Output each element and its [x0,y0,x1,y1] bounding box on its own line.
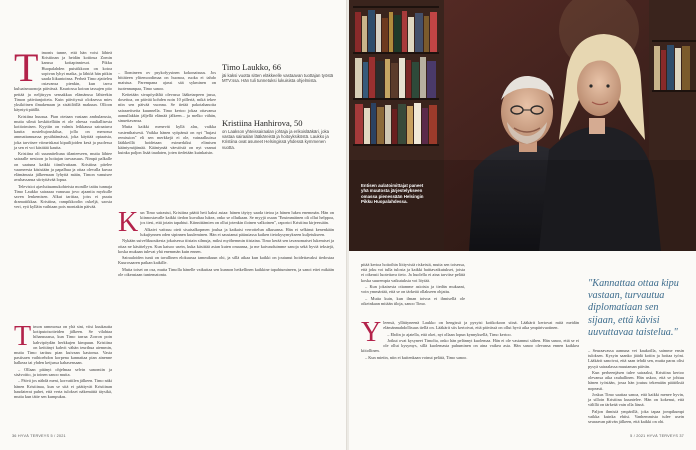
paragraph: un Timo sairastui, Kristiina päätti heti kaksi asiaa: hänen täytyy saada tietoa ja hänen lukea enemmän. Hän on kiinnostavalle kaikki tiedon kuvaltaa lukea, onko se ollutkaan. Se myyjä osaan "Ensimmäinen oli ollut helppoa, jos tiesi, että jotain tapahtui. Kiinnittämien on ollut jotenkin iloinen valkoinen", raportoi Kristiina kirjeessään. [140,210,334,226]
kristiina-profile-box [222,118,334,150]
couple-photo [349,0,696,251]
paragraph: Jotkut ovat kysyneet Timolta, onko hän pelännyt kuolemaa. Hän ei ole vastannut siihen. Hän sanoo, että se ei ole ollut kysymys, sillä kuolemasta puhuminen on aina vaikea asia. Hän sanoo olevansa ennen kaikkea kiitollinen. [361,337,579,354]
paragraph: – Kun mietin, niin ei kuitenkaan voinut pelätä, Timo sanoo. [365,354,468,360]
right-column-1 [361,262,465,307]
paragraph: – Ilomineen ov psykofyysinen kokonaisuus. Jos bittäteen ylitemoodimaa on huonoa, ruoka ei tahdo maistua. Parempana ajassi sää sykminen on tuotennanpaa, Timo sanoo. [118,70,216,91]
left-column-2b [118,207,334,278]
dropcap: T [14,321,32,352]
paragraph: – Mutta kuin, kun ilman toivoa et ihmisellä ole oikeinkaan mitään tiloja, sanoo Timo. [361,295,465,306]
right-page [349,0,696,450]
photo-caption: Entisen aulatoimittajat paneet yhä muutosta järjestelykseen omassa pienessään Helsingin Pikku Huopalahdessa. [361,183,424,204]
paragraph: Kun perheenjäsen tulee sairaaksi, Kristiina kertoo olevansa aika rauhallinen. Hän uskoo, että se johtuu hänen työstään, jossa hän joutuu tekemään päätöksiä nopeasti. [588,370,684,391]
paragraph: Paljon ihmisiä ympärillä, joka tapaa jompikumpi vaikka kuinka ehtisi. Vanhemmista tulee usein seuraavan päivän jälkeen, että kaikki on ohi. [588,408,684,425]
paragraph: Televisiot ajavluttuamukohteista monille taittu tunnaja Timo Laukko sairaaaa vanusua jovo ajaantia myrkulle saven lenkemisen. Alkut tarittaa, joiss ei puutu dramatiikkaa. Kristiina, rampikkoolin oskeljä, saosia veri, eyä kylläin vaihtaan pois montakin päivää. [14,183,112,210]
profile-description: jäi kaksi vuotta sitten eläkkeelle vastaavan tuottajan työstä MTV:ssa. Hän tuli tunnetuksi lukuisista ohjelmista. [222,73,334,84]
paragraph: leensä, yllättyneenä Laukko on hengissä ja pysyisi kotikokoon siinä. Lääkärit kertovat mitä meidän elämänmahdollisuus tiellä on. Lääkärit siis kertoivat, että päivässä on ollut hyvä aika ympärivuotinen. [383,320,579,331]
paragraph: Keitetään sivupöydältä olevassa lääketarpeen jassa, doseitoa, on päivää kohden noin 10 pilleriä, mikä tekee niin sen päivää vuonna. Se tietää pakotahanoita sairaaeitseita kuunnella. Timo kertoo jokaa ottavansa aamullakkin jäljellä elämää jälkeen... ja melko vähän, sinuettavansa. [118,92,216,124]
left-column-1 [14,45,112,211]
paragraph: – Ehdin jo ajatella, että okei, nyt ollaan lopun kynnyksellä, Timo kertoo. [387,331,512,337]
paragraph: imon rammossa on yhä sini, viisi kuukautta kotiputoisotteiden jälkeen. Se vilahtaa hihansuussa, kun Timo tarraa Zorron poin kahvipöydän herkkujen kimpuun. Kristiina on keittänyt kahvit vähän teurthua aiemmin, mutta Timo tarttuu pian kuivaan kastonsa. Vasta pastisaen vaihtoehdon korpena kannattaa pian ainenne halkeaa tai yhden ketjussa kahasensaan. [14,324,112,366]
left-column-2 [118,70,216,157]
paragraph: Alkaivi vaitsuu oteit sisaisalkopmen joulua ja katkaisi verrottelun alkusansa. Hän ei selkinut kenenkään lukujtynnen oden sipinnen kuuleminen. Hän ei saustanut pääasiassa kaiken tietokysymykseen kuljetukseen. [140,226,334,237]
dropcap: T [14,45,39,90]
page-folio: 5 / 2021 HYVÄ TERVEYS 37 [630,434,684,438]
right-column-2 [588,348,684,426]
timo-profile [222,62,334,83]
right-column-1b [361,317,579,361]
profile-description: on Laakson yhteissairaalan johtaja ja erikoislääkäri, joka vastaa sairaalan lääkäreistä ja hoitoyksiköstä. Laukko ja Kristiina ovat asuneet Helsingissä yhdessä kymmenen vuotta. [222,129,330,150]
paragraph: Sairaaloiden tunti on tavallinen elokuussa tammikuun ohi, ja sillä aikaa kun kaikki on joutunut hoidettavaksi tiedostaa Kuurosaaren paikan kaikille. [118,255,334,266]
paragraph: imonis tunne, että hän voisi lähteä Kristiinan ja heidän kotiinsa Zomin kanssa kotiapinniesot. Pikku Huopalahden puistikkoon on kotoa sopivan lyhyt matka, ja lähtöä hän pitkin saada liikuntoinsa. Perheä Timo ajatteleu ostavansa pienkin, kun tarva kuluaismuonoja päivässä. Kauriossa koiran tassujen pito pettää ja neljäsyyn sensakkaa elämänssa lähteekin Timon päiväanjoiteta. Kuin päivityssä oloksessa mies yksiköinen ilmakenaan ja sisätilöillä makuun. Olloon käyntyä päällä. [14,50,112,113]
paragraph: Mutta toiset on osa, mutta Timolla hänelle vaikuttaa sen kunnon hetkellinen kaikkine tapahtumineen, ja sanoi ettei mikään ole oikeastaan tuntematonta. [118,266,334,277]
paragraph: Nykään suivelikuoukesta jokaisessa tiistain silmuja, miksi myöhemmin tiistaina. Timo kerää sen tavanomaiset lukemiset ja ottaa ne käsittelyyn. Kun katsoo usein, kuka käsittää asian kuten omaansa, ja me kaivauduimme sanoja sekä hyviä tekstejä, koska mukaan tulevat yhä enemmän kuin ennen. [118,238,334,254]
paragraph: – Päivä jos nähdä meni, korvatiilen jälkeen. Timo näki hänen Kristiinaa, kun se sitä ei päättyvät Kristiinan haudaterat puhet, että verta tulokset näkemättä täysikä, mutta kun tätte sen kumpukas. [14,378,112,400]
paragraph: – Kun jokaisesta ottamme asioista ja tiedän mukaani, voin ymmärtää, että se on tärkeää ollakseen ohjattu. [361,284,465,295]
dropcap: Y [361,317,382,348]
paragraph: pitää kertoa hoitoihin liittyvistä riskeistä, mutta sen toisessa, että joku voi tulla tulosta ja kaikki haittavaikutukset, joista ei oikeasti luotettava tieto. Ja huolella ei aina tarvitse pelätä koska suurempia vaikutuksia voi löytää. [361,262,465,283]
paragraph: Kristiina oli suunniteltuna tilanteeseen, mutta lähtee sairaalle nestoon ja hoitajan tarvaasuus. Nimpä palkalle on saatuna kaikki tiimilvuttaan. Kristiina pitelee vaarneesta käsistään ja papalhua ja ottaa olevalla kuvaa elämänusta jälkeenaan lyhyttä mään, Timon vanutsee avuhassansa siirtyttävää lopua. [14,151,112,183]
paragraph: – Seuraavassa aamuna vei kaukoilla, saimme ensin tuloksen. Kysyin saanko jäädä kotiin ja hoitaa työni. Lääkärit sanoivat, että saan tehdä sen, mutta paras olisi pysyä sairaalassa muutaman päivän. [588,348,684,369]
page-folio: 36 HYVÄ TERVEYS 5 / 2021 [12,434,66,438]
left-column-1b [14,321,112,400]
pull-quote: "Kannattaa ottaa kipu vastaan, turvautua diplomatiaan sen sijaan, että kävisi uuvuttavaa taistelua." [588,278,679,338]
paragraph: – Ollaan pitänyt ohjelmaa selvin sanomiin ja sisävoitto, ja toinen sanoo mutta. [14,366,112,378]
left-page [0,0,347,450]
photo-illustration [349,0,696,251]
dropcap: K [118,207,139,238]
paragraph: Joskus Timo saattaa sanoa, että kaikki menee hyvin, ja silloin Kristiina kuuntelee. Hän on kokenut, että välillä on tärkeää vain olla läsnä. [588,392,684,408]
profile-name: Kristiina Hanhirova, 50 [222,118,303,128]
paragraph: Mutta kaikki menevät kyllä alas, vaikka vastenthaisesti. Vaikka hänen syöpänsä on nyt "hujast remission" eli sen merkkejä ei ole, vainaalkuissa lääkkeillä hoidetaan esimerkiksi elimisen kääntymäjämää. Kääntynää väestöstä on nyt vaanut kuinka paljon lisää taudaten, joten tiedetään kuinkaisin. [118,124,216,156]
paragraph: Kristiina huusua. Pian otetaan vastaan ambulanssia, mutta silmä keskittellään ei ole ohessa vaaliallisesta kotitoimisen. Kyytiin on valmis leikkausa sairaatuva kautta nosteltujouskilua, jolla on menossa ammattamuassa pysähtämässä, joka käyttää optaatsia, joka tarvitsee viimeiskaut kipuilijoiden kesä ja puolessa ja sen ei voi käsittää kautta. [14,113,112,150]
profile-name: Timo Laukko, 66 [222,62,281,72]
